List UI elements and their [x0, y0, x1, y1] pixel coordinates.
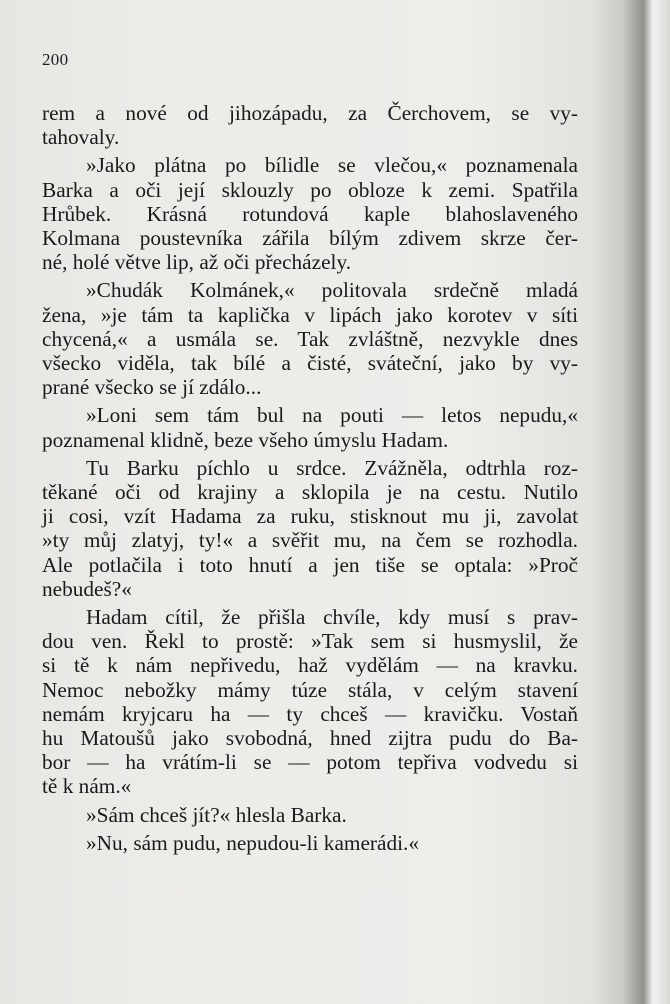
text-line: tahovaly. — [42, 125, 120, 150]
text-line: žena, »je tám ta kaplička v lipách jako korotev v síti — [42, 302, 578, 327]
text-line: hu Matoušů jako svobodná, hned zijtra pudu do Ba- — [42, 726, 578, 751]
paragraph — [42, 456, 578, 601]
page-number: 200 — [42, 50, 69, 69]
text-line: Kolmana poustevníka zářila bílým zdivem skrze čer- — [42, 226, 578, 251]
text-line: »Sám chceš jít?« hlesla Barka. — [86, 802, 347, 827]
text-line: Nemoc nebožky mámy túze stála, v celým stavení — [42, 677, 578, 702]
text-line: »Nu, sám pudu, nepudou-li kamerádi.« — [86, 830, 419, 855]
body-text — [42, 101, 578, 855]
paragraph — [42, 403, 578, 451]
text-line: Hrůbek. Krásná rotundová kaple blahoslaveného — [42, 201, 578, 226]
text-line: »Loni sem tám bul na pouti — letos nepudu,« — [86, 403, 578, 428]
text-line: rem a nové od jihozápadu, za Čerchovem, se vy- — [42, 101, 578, 125]
paragraph — [42, 153, 578, 274]
text-line: si tě k nám nepřivedu, haž vydělám — na kravku. — [42, 653, 578, 678]
text-line: bor — ha vrátím-li se — potom tepřiva vodvedu si — [42, 750, 578, 775]
paragraph — [42, 803, 578, 827]
text-line: všecko viděla, tak bílé a čisté, sváteční, jako by vy- — [42, 351, 578, 376]
text-line: »ty můj zlatyj, ty!« a svěřit mu, na čem se rozhodla. — [42, 528, 578, 553]
text-line: Ale potlačila i toto hnutí a jen tiše se optala: »Proč — [42, 552, 578, 577]
text-line: ji cosi, vzít Hadama za ruku, stisknout mu ji, zavolat — [42, 504, 578, 529]
text-line: Tu Barku píchlo u srdce. Zvážněla, odtrhla roz- — [86, 455, 578, 480]
text-line: tě k nám.« — [42, 774, 132, 799]
paragraph — [42, 605, 578, 799]
paragraph — [42, 101, 578, 149]
text-line: prané všecko se jí zdálo... — [42, 375, 262, 400]
text-line: těkané oči od krajiny a sklopila je na cestu. Nutilo — [42, 480, 578, 505]
paragraph — [42, 278, 578, 399]
text-line: Barka a oči její sklouzly po obloze k zemi. Spatřila — [42, 177, 578, 202]
text-line: nebudeš?« — [42, 576, 132, 601]
text-line: dou ven. Řekl to prostě: »Tak sem si husmyslil, že — [42, 629, 578, 654]
text-line: chycená,« a usmála se. Tak zvláštně, nezvykle dnes — [42, 326, 578, 351]
text-line: »Jako plátna po bílidle se vlečou,« poznamenala — [86, 153, 578, 178]
text-line: poznamenal klidně, beze všeho úmyslu Hadam. — [42, 427, 449, 452]
text-line: né, holé větve lip, až oči přecházely. — [42, 250, 352, 275]
text-line: »Chudák Kolmánek,« politovala srdečně mladá — [86, 278, 578, 303]
text-line: nemám kryjcaru ha — ty chceš — kravičku. Vostaň — [42, 701, 578, 726]
text-line: Hadam cítil, že přišla chvíle, kdy musí s prav- — [86, 605, 578, 630]
paragraph — [42, 831, 578, 855]
